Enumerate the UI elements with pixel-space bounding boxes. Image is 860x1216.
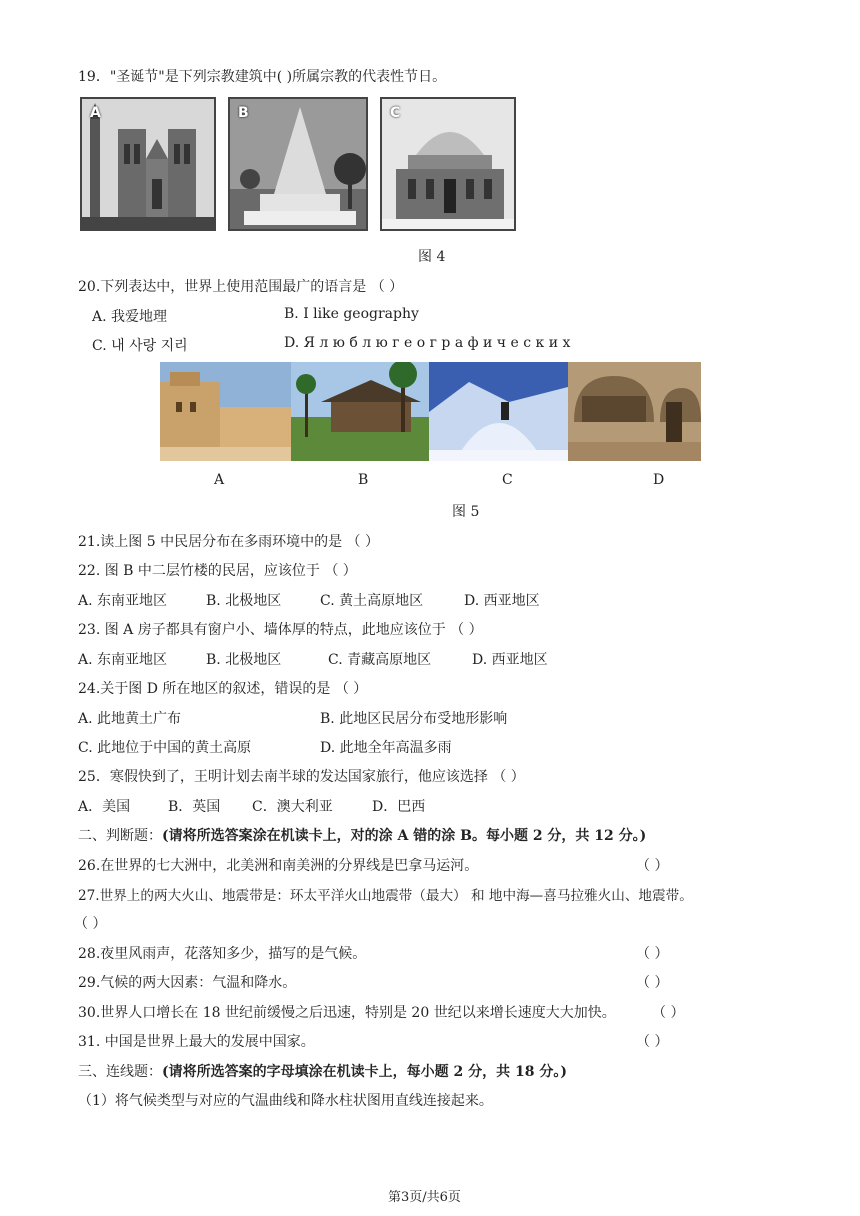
mosque-image bbox=[382, 99, 516, 231]
photo-mosque bbox=[380, 97, 516, 231]
photo-west-asia-house bbox=[160, 362, 291, 461]
q22-option-a: A. 东南亚地区 bbox=[78, 593, 168, 609]
photo-igloo bbox=[429, 362, 568, 461]
q31-answer-bracket: （ ） bbox=[636, 1034, 669, 1050]
section-2-instructions: (请将所选答案涂在机读卡上，对的涂 A 错的涂 B。每小题 2 分，共 12 分。) bbox=[162, 828, 647, 844]
q20-option-d: D. Я л ю б л ю г е о г р а ф и ч е с к и х bbox=[284, 335, 571, 351]
question-31: 31. 中国是世界上最大的发展中国家。 bbox=[78, 1034, 315, 1050]
q22-option-b: B. 北极地区 bbox=[206, 593, 282, 609]
fig5-label-d: D bbox=[653, 472, 665, 488]
q20-option-c: C. 내 사랑 지리 bbox=[92, 338, 188, 354]
fig5-label-c: C bbox=[502, 472, 513, 488]
question-21: 21.读上图 5 中民居分布在多雨环境中的是 （ ） bbox=[78, 534, 379, 550]
bamboo-house-image bbox=[291, 362, 429, 461]
q29-answer-bracket: （ ） bbox=[636, 975, 669, 991]
section-3-instructions: (请将所选答案的字母填涂在机读卡上，每小题 2 分，共 18 分。) bbox=[162, 1064, 567, 1080]
section-2-title: 二、判断题： bbox=[78, 828, 162, 844]
q22-option-d: D. 西亚地区 bbox=[464, 593, 540, 609]
q23-option-a: A. 东南亚地区 bbox=[78, 652, 168, 668]
section-3-title: 三、连线题： bbox=[78, 1064, 162, 1080]
question-23: 23. 图 A 房子都具有窗户小、墙体厚的特点，此地应该位于 （ ） bbox=[78, 622, 483, 638]
q25-option-a: A．美国 bbox=[78, 799, 131, 815]
question-24: 24.关于图 D 所在地区的叙述，错误的是 （ ） bbox=[78, 681, 368, 697]
figure-5-caption: 图 5 bbox=[452, 504, 480, 520]
question-28: 28.夜里风雨声，花落知多少，描写的是气候。 bbox=[78, 946, 367, 962]
q28-answer-bracket: （ ） bbox=[636, 946, 669, 962]
page-number: 第3页/共6页 bbox=[388, 1190, 461, 1205]
desert-house-image bbox=[160, 362, 291, 461]
q25-option-b: B．英国 bbox=[168, 799, 221, 815]
q23-option-c: C. 青藏高原地区 bbox=[328, 652, 432, 668]
photo-cathedral bbox=[80, 97, 216, 231]
q25-option-c: C．澳大利亚 bbox=[252, 799, 333, 815]
photo-label: A bbox=[90, 105, 101, 121]
question-20: 20.下列表达中，世界上使用范围最广的语言是 （ ） bbox=[78, 279, 404, 295]
question-25: 25．寒假快到了，王明计划去南半球的发达国家旅行，他应该选择 （ ） bbox=[78, 769, 525, 785]
section-2-heading bbox=[78, 825, 646, 845]
photo-pagoda bbox=[228, 97, 368, 231]
photo-label: B bbox=[238, 105, 249, 121]
cathedral-image bbox=[82, 99, 216, 231]
question-32-1: （1）将气候类型与对应的气温曲线和降水柱状图用直线连接起来。 bbox=[78, 1093, 493, 1109]
q24-option-a: A. 此地黄土广布 bbox=[78, 711, 182, 727]
igloo-image bbox=[429, 362, 568, 461]
q20-option-b: B. I like geography bbox=[284, 306, 419, 322]
section-3-heading bbox=[78, 1061, 567, 1081]
photo-bamboo-house bbox=[291, 362, 429, 461]
fig5-label-b: B bbox=[358, 472, 369, 488]
q30-answer-bracket: （ ） bbox=[652, 1005, 685, 1021]
q27-answer-bracket: （ ） bbox=[74, 916, 107, 932]
photo-label: C bbox=[390, 105, 401, 121]
question-26: 26.在世界的七大洲中，北美洲和南美洲的分界线是巴拿马运河。 bbox=[78, 858, 479, 874]
q24-option-c: C. 此地位于中国的黄土高原 bbox=[78, 740, 252, 756]
q23-option-d: D. 西亚地区 bbox=[472, 652, 548, 668]
q22-option-c: C. 黄土高原地区 bbox=[320, 593, 424, 609]
q20-option-a: A. 我爱地理 bbox=[92, 309, 168, 325]
fig5-label-a: A bbox=[214, 472, 225, 488]
q24-option-b: B. 此地区民居分布受地形影响 bbox=[320, 711, 508, 727]
figure-4-caption: 图 4 bbox=[418, 249, 446, 265]
photo-cave-dwelling bbox=[568, 362, 701, 461]
q26-answer-bracket: （ ） bbox=[636, 858, 669, 874]
question-27: 27.世界上的两大火山、地震带是：环太平洋火山地震带（最大） 和 地中海—喜马拉雅火山、地震带。 bbox=[78, 888, 693, 904]
cave-dwelling-image bbox=[568, 362, 701, 461]
pagoda-image bbox=[230, 99, 368, 231]
question-19: 19．"圣诞节"是下列宗教建筑中( )所属宗教的代表性节日。 bbox=[78, 69, 447, 85]
q25-option-d: D．巴西 bbox=[372, 799, 426, 815]
question-22: 22. 图 B 中二层竹楼的民居，应该位于 （ ） bbox=[78, 563, 357, 579]
question-30: 30.世界人口增长在 18 世纪前缓慢之后迅速，特别是 20 世纪以来增长速度大大加快。 bbox=[78, 1005, 616, 1021]
question-29: 29.气候的两大因素：气温和降水。 bbox=[78, 975, 297, 991]
q23-option-b: B. 北极地区 bbox=[206, 652, 282, 668]
q24-option-d: D. 此地全年高温多雨 bbox=[320, 740, 452, 756]
